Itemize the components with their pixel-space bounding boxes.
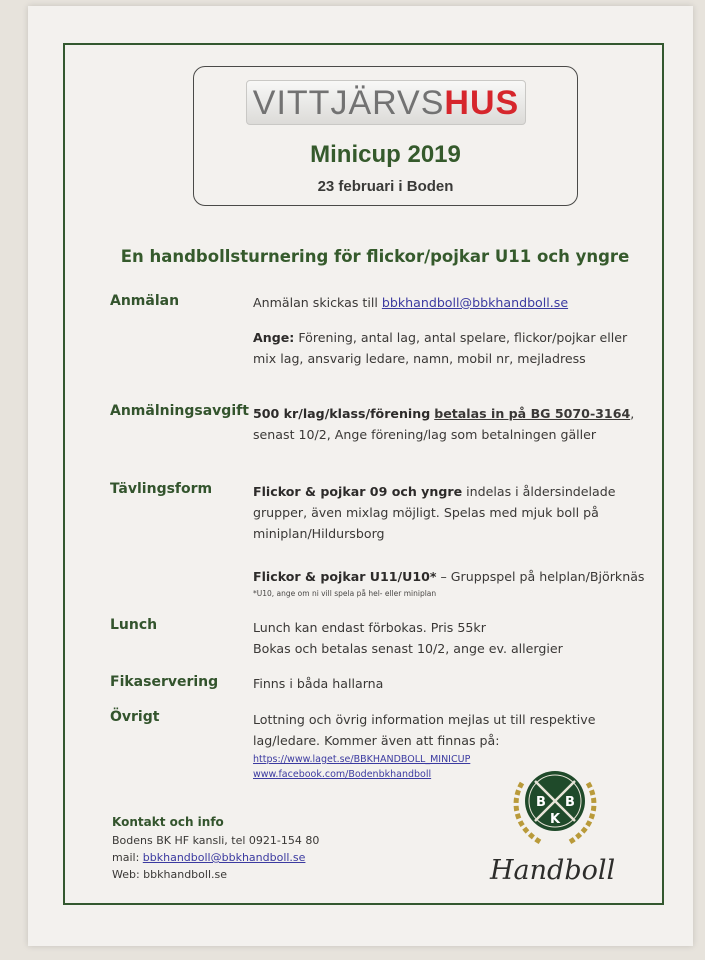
group1-line2: grupper, även mixlag möjligt. Spelas med mjuk boll på (253, 505, 599, 520)
crest-letter-bottom: K (549, 812, 561, 827)
anmalan-prefix: Anmälan skickas till (253, 295, 382, 310)
lunch-line2: Bokas och betalas senast 10/2, ange ev. allergier (253, 641, 563, 656)
page-title: Minicup 2019 (310, 141, 461, 168)
facebook-url-link[interactable]: www.facebook.com/Bodenbkhandboll (253, 769, 432, 780)
ovrigt-line2: lag/ledare. Kommer även att finnas på: (253, 733, 500, 748)
headline: En handbollsturnering för flickor/pojkar U11 och yngre (120, 247, 630, 266)
ovrigt-text (253, 709, 596, 751)
avgift-text (253, 403, 634, 445)
ovrigt-line1: Lottning och övrig information mejlas ut till respektive (253, 712, 596, 727)
crest-letter-left: B (536, 795, 546, 810)
label-tavlingsform: Tävlingsform (110, 481, 213, 497)
avgift-comma: , (630, 406, 635, 421)
label-fika: Fikaservering (110, 674, 219, 690)
logo-part2: HUS (444, 83, 520, 122)
lunch-line1: Lunch kan endast förbokas. Pris 55kr (253, 620, 486, 635)
group2-text: – Gruppspel på helplan/Björknäs (436, 569, 645, 584)
tavlingsform-group1 (253, 481, 616, 544)
ange-line2: mix lag, ansvarig ledare, namn, mobil nr, mejladress (253, 351, 586, 366)
handboll-wordmark: Handboll (490, 855, 616, 886)
anmalan-email-link[interactable]: bbkhandboll@bbkhandboll.se (381, 295, 569, 310)
crest-letter-right: B (565, 795, 575, 810)
tavlingsform-group2 (253, 566, 644, 587)
contact-mail-label: mail: (112, 851, 143, 864)
avgift-line2: senast 10/2, Ange förening/lag som betalningen gäller (253, 427, 597, 442)
label-lunch: Lunch (110, 617, 158, 633)
lunch-text (253, 617, 563, 659)
group1-bold: Flickor & pojkar 09 och yngre (253, 484, 463, 499)
contact-web: Web: bbkhandboll.se (112, 868, 228, 881)
tavlingsform-footnote: *U10, ange om ni vill spela på hel- eller miniplan (253, 589, 437, 598)
contact-line1: Bodens BK HF kansli, tel 0921-154 80 (112, 834, 320, 847)
label-ovrigt: Övrigt (110, 709, 160, 725)
group1-line1: indelas i åldersindelade (462, 484, 616, 499)
logo-part1: VITTJÄRVS (252, 83, 445, 122)
label-anmalan: Anmälan (110, 293, 180, 309)
ange-line1: Förening, antal lag, antal spelare, flickor/pojkar eller (294, 330, 628, 345)
contact-info (112, 832, 319, 883)
anmalan-ange (253, 327, 627, 369)
anmalan-text (253, 292, 568, 313)
contact-title: Kontakt och info (112, 815, 224, 829)
label-avgift: Anmälningsavgift (110, 403, 249, 419)
bodens-bk-crest-icon (508, 763, 602, 849)
group2-bold: Flickor & pojkar U11/U10* (253, 569, 437, 584)
vittjarvshus-logo (246, 80, 526, 125)
event-date: 23 februari i Boden (317, 178, 454, 195)
group1-line3: miniplan/Hildursborg (253, 526, 385, 541)
avgift-price: 500 kr/lag/klass/förening (253, 406, 431, 421)
ange-label: Ange: (253, 330, 295, 345)
fika-text: Finns i båda hallarna (253, 676, 384, 691)
laget-url-link[interactable]: https://www.laget.se/BBKHANDBOLL_MINICUP (253, 754, 471, 765)
contact-mail-link[interactable]: bbkhandboll@bbkhandboll.se (142, 851, 306, 864)
avgift-payment: betalas in på BG 5070-3164 (434, 406, 631, 421)
